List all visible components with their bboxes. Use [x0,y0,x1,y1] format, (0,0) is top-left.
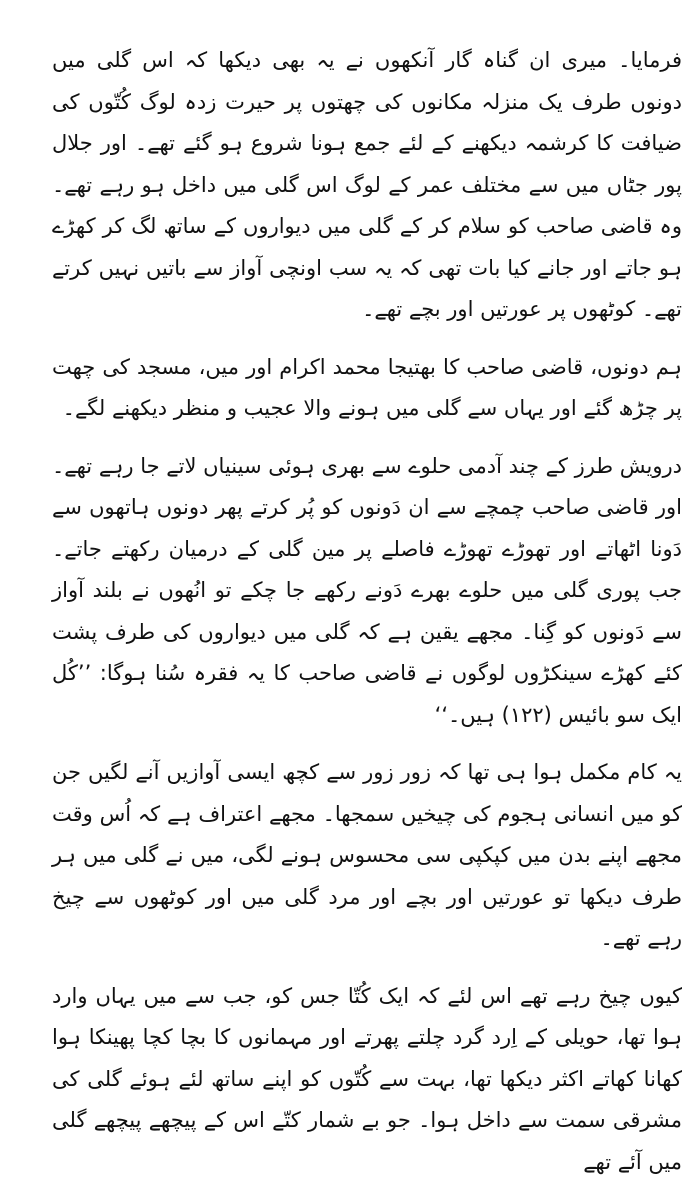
paragraph-3: درویش طرز کے چند آدمی حلوے سے بھری ہوئی سینیاں لاتے جا رہے تھے۔ اور قاضی صاحب چمچے سے ان دَونوں کو پُر کرتے پھر دونوں ہاتھوں سے دَونا اٹھاتے اور تھوڑے تھوڑے فاصلے پر مین گلی کے درمیان رکھتے جاتے۔ جب پوری گلی میں حلوے بھرے دَونے رکھے جا چکے تو انُھوں نے بلند آواز سے دَونوں کو گِنا۔ مجھے یقین ہے کہ گلی میں دیواروں کی طرف پشت کئے کھڑے سینکڑوں لوگوں نے قاضی صاحب کا یہ فقرہ سُنا ہوگا: ’’کُل ایک سو بائیس (۱۲۲) ہیں۔‘‘ [52,453,682,727]
document-page [52,40,682,1199]
paragraph-4: یہ کام مکمل ہوا ہی تھا کہ زور زور سے کچھ ایسی آوازیں آنے لگیں جن کو میں انسانی ہجوم کی چیخیں سمجھا۔ مجھے اعتراف ہے کہ اُس وقت مجھے اپنے بدن میں کپکپی سی محسوس ہونے لگی، میں نے گلی میں ہر طرف دیکھا تو عورتیں اور بچے اور مرد گلی میں اور کوٹھوں سے چیخ رہے تھے۔ [52,760,682,950]
paragraph-1: فرمایا۔ میری ان گناہ گار آنکھوں نے یہ بھی دیکھا کہ اس گلی میں دونوں طرف یک منزلہ مکانوں کی چھتوں پر حیرت زدہ لوگ کُتّوں کی ضیافت کا کرشمہ دیکھنے کے لئے جمع ہونا شروع ہو گئے تھے۔ اور جلال پور جٹاں میں سے مختلف عمر کے لوگ اس گلی میں داخل ہو رہے تھے۔ وہ قاضی صاحب کو سلام کر کے گلی میں دیواروں کے ساتھ لگ کر کھڑے ہو جاتے اور جانے کیا بات تھی کہ یہ سب اونچی آواز سے باتیں نہیں کرتے تھے۔ کوٹھوں پر عورتیں اور بچے تھے۔ [52,48,682,321]
paragraph-5: کیوں چیخ رہے تھے اس لئے کہ ایک کُتّا جس کو، جب سے میں یہاں وارد ہوا تھا، حویلی کے اِرد گرد چلتے پھرتے اور مہمانوں کا بچا کچا پھینکا ہوا کھانا کھاتے اکثر دیکھا تھا، بہت سے کُتّوں کو اپنے ساتھ لئے ہوئے گلی کی مشرقی سمت سے داخل ہوا۔ جو بے شمار کتّے اس کے پیچھے پیچھے گلی میں آئے تھے [52,983,682,1174]
paragraph-2: ہم دونوں، قاضی صاحب کا بھتیجا محمد اکرام اور میں، مسجد کی چھت پر چڑھ گئے اور یہاں سے گلی میں ہونے والا عجیب و منظر دیکھنے لگے۔ [52,354,682,420]
